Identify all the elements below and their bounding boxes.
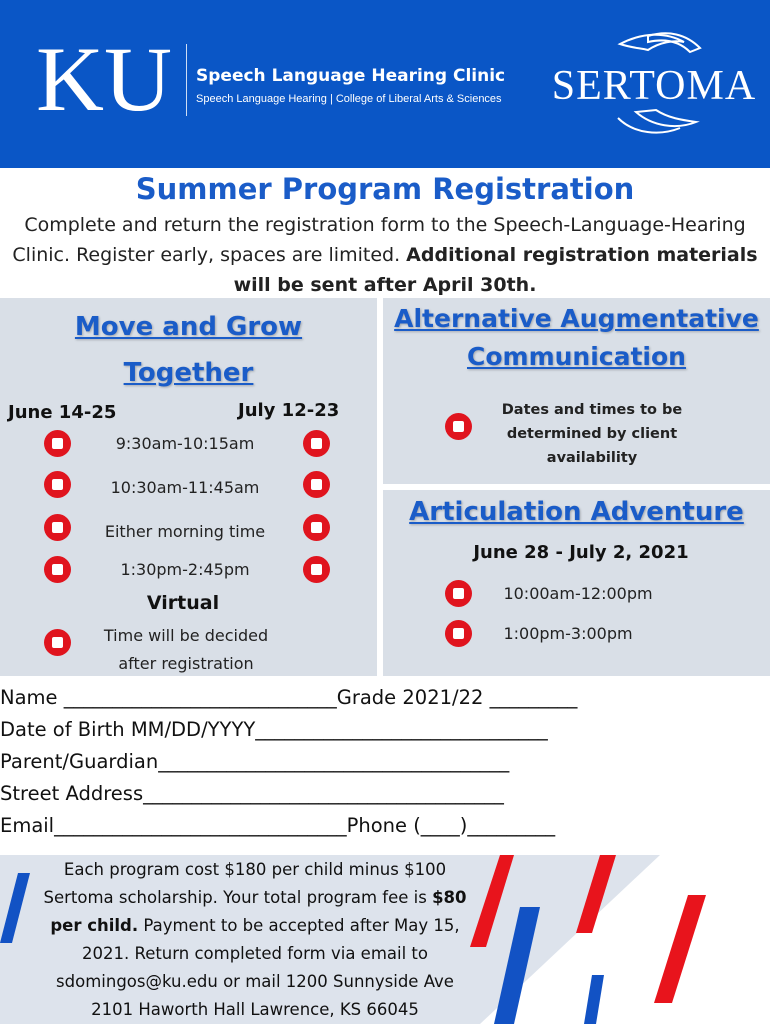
ku-logo (36, 36, 176, 120)
intro-bold: Additional registration materials will be sent after April 30th. (233, 244, 758, 296)
header-banner (0, 0, 770, 168)
aac-dates-note (479, 398, 705, 470)
move-grow-panel (0, 298, 377, 676)
payment-amount: $80 per child. (50, 888, 467, 935)
page-title: Summer Program Registration (135, 172, 635, 206)
move-grow-title (0, 304, 377, 396)
virtual-note-line2: after registration (118, 654, 254, 673)
clinic-name: Speech Language Hearing Clinic (196, 66, 506, 86)
aac-dates-line2: determined by client (506, 426, 678, 442)
checkbox-june-slot-3[interactable] (44, 514, 71, 541)
articulation-panel (383, 490, 770, 676)
name-field[interactable]: Name ____________________________Grade 2021/22 _________ (0, 686, 578, 709)
intro-plain: Complete and return the registration form to the Speech-Language-Hearing Clinic. Register early, spaces are limited. (12, 214, 746, 266)
aac-dates-line3: availability (546, 450, 638, 466)
session-july: July 12-23 (238, 400, 340, 421)
street-field[interactable]: Street Address_____________________________________ (0, 782, 504, 805)
move-grow-title-line2: Together (123, 358, 254, 388)
virtual-label: Virtual (146, 592, 220, 614)
virtual-note-line1: Time will be decided (103, 626, 269, 645)
aac-title-line2: Communication (467, 342, 686, 371)
payment-info (38, 856, 472, 1024)
checkbox-articulation-2[interactable] (445, 620, 472, 647)
intro-text (4, 210, 766, 300)
checkbox-june-slot-1[interactable] (44, 430, 71, 457)
checkbox-june-slot-4[interactable] (44, 556, 71, 583)
email-phone-field[interactable]: Email______________________________Phone (____)_________ (0, 814, 556, 837)
checkbox-july-slot-2[interactable] (303, 471, 330, 498)
time-slot-2: 10:30am-11:45am (110, 478, 260, 497)
articulation-time-2: 1:00pm-3:00pm (503, 624, 633, 643)
aac-panel (383, 298, 770, 484)
dob-field[interactable]: Date of Birth MM/DD/YYYY______________________________ (0, 718, 548, 741)
articulation-dates: June 28 - July 2, 2021 (473, 542, 689, 563)
session-june: June 14-25 (8, 402, 117, 423)
move-grow-title-line1: Move and Grow (74, 312, 303, 342)
clinic-subtitle: Speech Language Hearing | College of Liberal Arts & Sciences (196, 93, 502, 105)
checkbox-july-slot-4[interactable] (303, 556, 330, 583)
articulation-time-1: 10:00am-12:00pm (503, 584, 653, 603)
checkbox-july-slot-1[interactable] (303, 430, 330, 457)
parent-field[interactable]: Parent/Guardian____________________________________ (0, 750, 510, 773)
checkbox-june-slot-2[interactable] (44, 471, 71, 498)
articulation-title: Articulation Adventure (409, 497, 744, 527)
virtual-note (80, 622, 292, 678)
checkbox-articulation-1[interactable] (445, 580, 472, 607)
time-slot-3: Either morning time (104, 522, 266, 541)
payment-text-1: Each program cost $180 per child minus $100 Sertoma scholarship. Your total program fee is (43, 860, 447, 907)
svg-text:KU: KU (36, 36, 172, 120)
logo-divider (186, 44, 187, 116)
sertoma-logo (548, 30, 760, 138)
checkbox-virtual[interactable] (44, 629, 71, 656)
checkbox-july-slot-3[interactable] (303, 514, 330, 541)
aac-title (383, 300, 770, 376)
checkbox-aac[interactable] (445, 413, 472, 440)
payment-text-2: Payment to be accepted after May 15, 2021. Return completed form via email to sdomingos@ku.edu or mail 1200 Sunnyside Ave 2101 Haworth Hall Lawrence, KS 66045 (56, 916, 460, 1019)
time-slot-4: 1:30pm-2:45pm (120, 560, 250, 579)
aac-title-line1: Alternative Augmentative (394, 304, 759, 333)
aac-dates-line1: Dates and times to be (501, 402, 683, 418)
sertoma-wordmark: SERTOMA (551, 63, 757, 109)
time-slot-1: 9:30am-10:15am (115, 434, 255, 453)
